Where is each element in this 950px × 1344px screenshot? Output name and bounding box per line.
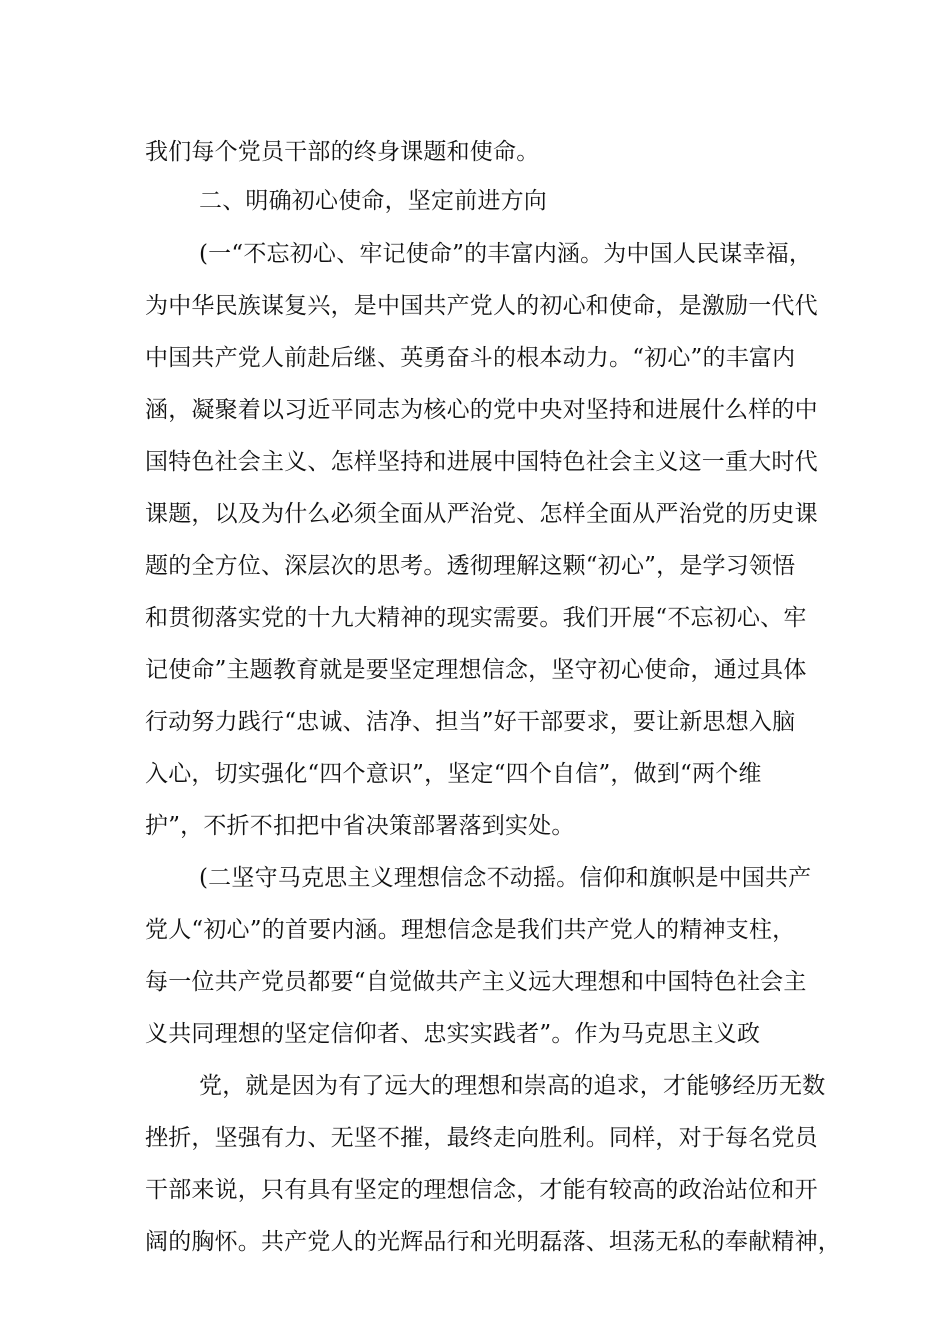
text-line: 题的全方位、深层次的思考。透彻理解这颗“初心”，是学习领悟 xyxy=(145,553,796,579)
text-line: 党，就是因为有了远大的理想和崇高的追求，才能够经历无数 xyxy=(199,1073,826,1099)
text-line: 入心，切实强化“四个意识”，坚定“四个自信”，做到“两个维 xyxy=(145,761,762,787)
section-heading: 二、明确初心使命，坚定前进方向 xyxy=(199,188,547,214)
text-line: 课题，以及为什么必须全面从严治党、怎样全面从严治党的历史课 xyxy=(145,501,818,527)
text-line: 挫折，坚强有力、无坚不摧，最终走向胜利。同样，对于每名党员 xyxy=(145,1125,818,1151)
text-line: 阔的胸怀。共产党人的光辉品行和光明磊落、坦荡无私的奉献精神， xyxy=(145,1229,841,1255)
text-line: 为中华民族谋复兴，是中国共产党人的初心和使命，是激励一代代 xyxy=(145,293,818,319)
text-line: (一“不忘初心、牢记使命”的丰富内涵。为中国人民谋幸福， xyxy=(199,241,813,267)
text-line: 国特色社会主义、怎样坚持和进展中国特色社会主义这一重大时代 xyxy=(145,449,818,475)
text-line: 记使命”主题教育就是要坚定理想信念，坚守初心使命，通过具体 xyxy=(145,657,807,683)
text-line: 涵，凝聚着以习近平同志为核心的党中央对坚持和进展什么样的中 xyxy=(145,397,818,423)
text-line: 干部来说，只有具有坚定的理想信念，才能有较高的政治站位和开 xyxy=(145,1177,818,1203)
text-line: 义共同理想的坚定信仰者、忠实实践者”。作为马克思主义政 xyxy=(145,1021,761,1047)
text-line: 中国共产党人前赴后继、英勇奋斗的根本动力。“初心”的丰富内 xyxy=(145,345,796,371)
text-line: 党人“初心”的首要内涵。理想信念是我们共产党人的精神支柱， xyxy=(145,917,796,943)
text-line: 和贯彻落实党的十九大精神的现实需要。我们开展“不忘初心、牢 xyxy=(145,605,807,631)
text-line: 护”，不折不扣把中省决策部署落到实处。 xyxy=(145,813,575,839)
text-line: 行动努力践行“忠诚、洁净、担当”好干部要求，要让新思想入脑 xyxy=(145,709,796,735)
text-line: (二坚守马克思主义理想信念不动摇。信仰和旗帜是中国共产 xyxy=(199,865,812,891)
text-line: 每一位共产党员都要“自觉做共产主义远大理想和中国特色社会主 xyxy=(145,969,807,995)
text-line: 我们每个党员干部的终身课题和使命。 xyxy=(145,139,540,165)
